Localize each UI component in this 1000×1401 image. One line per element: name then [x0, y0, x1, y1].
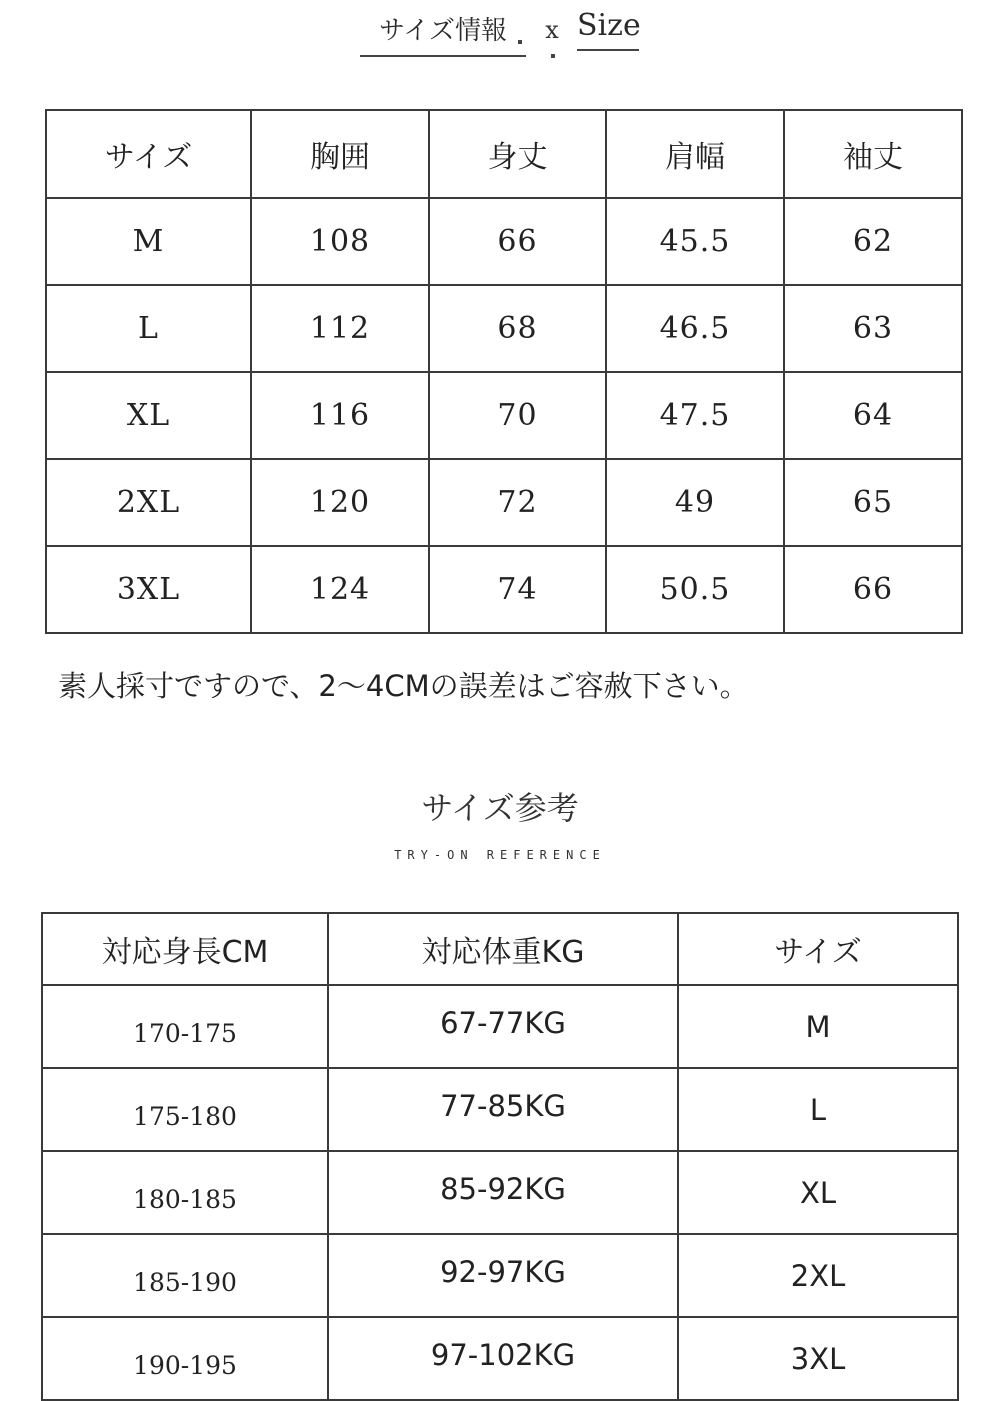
reference-table-header-row: [42, 913, 958, 985]
column-header-chest: 胸囲: [251, 110, 429, 198]
column-header-weight: 対応体重KG: [328, 913, 678, 985]
table-row: [42, 1317, 958, 1400]
cell-length: 66: [429, 198, 606, 285]
cell-sleeve: 63: [784, 285, 962, 372]
table-row: [46, 459, 962, 546]
header-separator: x: [545, 16, 559, 44]
size-table-header-row: [46, 110, 962, 198]
cell-size: XL: [46, 372, 251, 459]
column-header-length: 身丈: [429, 110, 606, 198]
cell-weight: 92-97KG: [328, 1234, 678, 1317]
cell-size: 3XL: [678, 1317, 958, 1400]
cell-chest: 116: [251, 372, 429, 459]
cell-size: L: [46, 285, 251, 372]
cell-size: 2XL: [678, 1234, 958, 1317]
column-header-sleeve: 袖丈: [784, 110, 962, 198]
table-row: [46, 546, 962, 633]
cell-height: 180-185: [42, 1151, 328, 1234]
table-row: [46, 285, 962, 372]
table-row: [42, 985, 958, 1068]
header-title-en: Size: [577, 8, 639, 51]
cell-size: 2XL: [46, 459, 251, 546]
cell-length: 74: [429, 546, 606, 633]
column-header-size: サイズ: [678, 913, 958, 985]
reference-table: [41, 912, 959, 1401]
cell-weight: 77-85KG: [328, 1068, 678, 1151]
cell-shoulder: 47.5: [606, 372, 784, 459]
reference-subtitle: TRY-ON REFERENCE: [394, 848, 606, 862]
size-info-header: [0, 6, 1000, 62]
reference-title: サイズ参考: [421, 789, 579, 827]
column-header-size: サイズ: [46, 110, 251, 198]
cell-chest: 124: [251, 546, 429, 633]
cell-length: 68: [429, 285, 606, 372]
cell-sleeve: 65: [784, 459, 962, 546]
column-header-shoulder: 肩幅: [606, 110, 784, 198]
cell-size: 3XL: [46, 546, 251, 633]
cell-weight: 97-102KG: [328, 1317, 678, 1400]
table-row: [42, 1068, 958, 1151]
cell-sleeve: 62: [784, 198, 962, 285]
column-header-height: 対応身長CM: [42, 913, 328, 985]
cell-length: 72: [429, 459, 606, 546]
measurement-note: 素人採寸ですので、2～4CMの誤差はご容赦下さい。: [58, 669, 749, 703]
cell-size: M: [46, 198, 251, 285]
cell-size: XL: [678, 1151, 958, 1234]
cell-size: L: [678, 1068, 958, 1151]
table-row: [46, 372, 962, 459]
cell-shoulder: 46.5: [606, 285, 784, 372]
divider-dot: [518, 40, 522, 44]
cell-weight: 67-77KG: [328, 985, 678, 1068]
table-row: [42, 1234, 958, 1317]
cell-length: 70: [429, 372, 606, 459]
table-row: [46, 198, 962, 285]
size-table: [45, 109, 963, 634]
cell-shoulder: 49: [606, 459, 784, 546]
cell-height: 190-195: [42, 1317, 328, 1400]
cell-shoulder: 45.5: [606, 198, 784, 285]
divider-dot: [551, 54, 555, 58]
cell-chest: 120: [251, 459, 429, 546]
header-title-jp: サイズ情報: [360, 10, 526, 57]
cell-weight: 85-92KG: [328, 1151, 678, 1234]
table-row: [42, 1151, 958, 1234]
cell-height: 185-190: [42, 1234, 328, 1317]
cell-chest: 108: [251, 198, 429, 285]
cell-chest: 112: [251, 285, 429, 372]
cell-height: 175-180: [42, 1068, 328, 1151]
cell-size: M: [678, 985, 958, 1068]
cell-shoulder: 50.5: [606, 546, 784, 633]
cell-height: 170-175: [42, 985, 328, 1068]
cell-sleeve: 64: [784, 372, 962, 459]
cell-sleeve: 66: [784, 546, 962, 633]
